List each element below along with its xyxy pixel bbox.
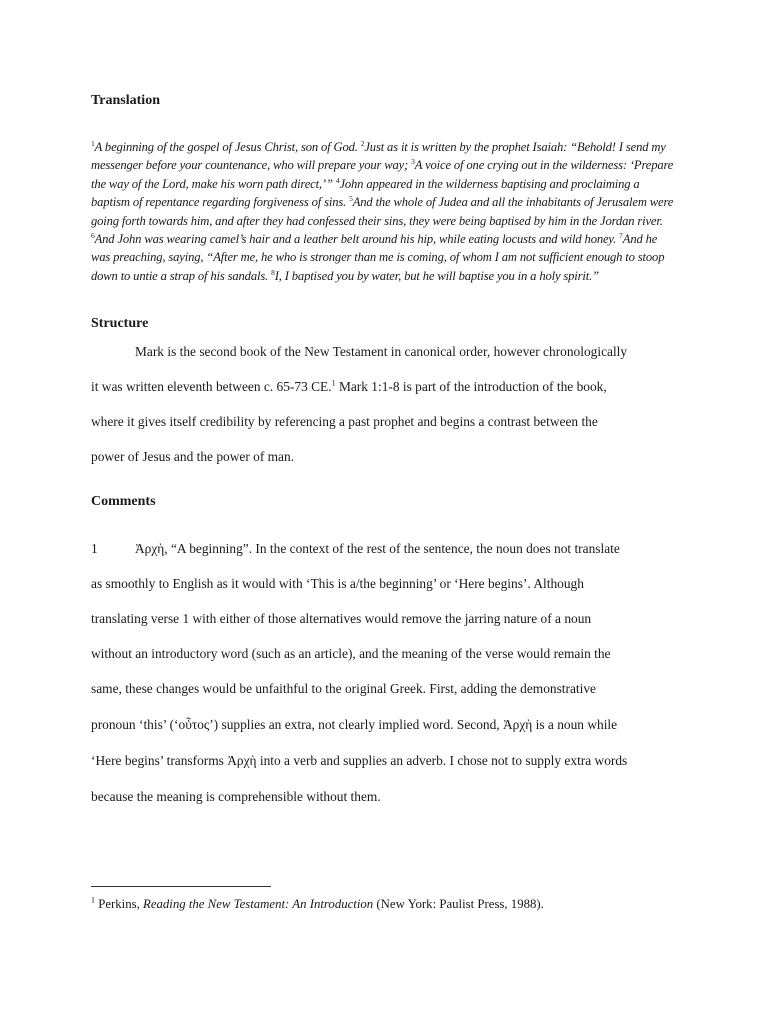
structure-heading: Structure	[91, 316, 149, 331]
translation-paragraph	[91, 138, 679, 285]
structure-line: where it gives itself credibility by referencing a past prophet and begins a contrast between the	[91, 414, 598, 429]
comment-line: ‘Here begins’ transforms Ἀρχὴ into a verb and supplies an adverb. I chose not to supply extra words	[91, 753, 628, 768]
verse-number: 5	[349, 194, 353, 204]
comments-heading: Comments	[91, 494, 156, 509]
verse-text: I, I baptised you by water, but he will baptise you in a holy spirit.”	[274, 268, 599, 283]
verse-number: 7	[619, 230, 623, 240]
verse-number: 3	[411, 157, 415, 167]
verse-number: 1	[91, 138, 95, 148]
footnote-number: 1	[91, 895, 95, 905]
comment-line: as smoothly to English as it would with ‘This is a/the beginning’ or ‘Here begins’. Although	[91, 576, 584, 591]
footnote-publication: (New York: Paulist Press, 1988).	[373, 897, 544, 911]
verse-text: A voice of one crying out in the wilderness: ‘Prepare the way of the Lord, make his worn path direct,’”	[91, 158, 674, 191]
footnote-ref: 1	[331, 378, 336, 388]
structure-line: power of Jesus and the power of man.	[91, 449, 295, 464]
structure-text: Mark 1:1-8 is part of the introduction of the book,	[335, 379, 607, 394]
verse-text: John appeared in the wilderness baptising and proclaiming a baptism of repentance regarding forgiveness of sins.	[91, 176, 640, 210]
verse-number: 2	[360, 138, 365, 148]
footnote-divider	[91, 886, 271, 887]
comment-line: because the meaning is comprehensible without them.	[91, 789, 381, 804]
footnote	[91, 897, 544, 912]
structure-line: Mark is the second book of the New Testament in canonical order, however chronologically	[135, 344, 628, 359]
verse-number: 8	[271, 267, 275, 277]
footnote-title: Reading the New Testament: An Introduction	[143, 897, 374, 911]
verse-text: And John was wearing camel’s hair and a leather belt around his hip, while eating locusts and wild honey.	[94, 232, 620, 247]
verse-number: 4	[335, 175, 340, 185]
verse-text: And the whole of Judea and all the inhabitants of Jerusalem were going forth towards him, and after they had confessed their sins, they were being baptised by him in the Jordan river.	[91, 195, 674, 228]
structure-line	[91, 379, 607, 395]
verse-number: 6	[91, 230, 95, 240]
comment-line: same, these changes would be unfaithful to the original Greek. First, adding the demonstrative	[91, 681, 596, 696]
structure-text: it was written eleventh between c. 65-73 CE.	[91, 379, 332, 394]
comment-line: without an introductory word (such as an article), and the meaning of the verse would remain the	[91, 646, 611, 661]
comment-line: translating verse 1 with either of those alternatives would remove the jarring nature of a noun	[91, 611, 592, 626]
verse-text: And he was preaching, saying, “After me, he who is stronger than me is coming, of whom I am not sufficient enough to stoop down to untie a strap of his sandals.	[91, 232, 665, 283]
verse-text: A beginning of the gospel of Jesus Christ, son of God.	[94, 140, 361, 154]
footnote-author: Perkins,	[95, 897, 143, 911]
comment-verse-number: 1	[91, 541, 98, 556]
verse-text: Just as it is written by the prophet Isaiah: “Behold! I send my messenger before your countenance, who will prepare your way;	[91, 140, 666, 173]
comment-line: pronoun ‘this’ (‘οὗτος’) supplies an extra, not clearly implied word. Second, Ἀρχὴ is a noun while	[91, 717, 618, 732]
translation-heading: Translation	[91, 93, 160, 108]
comment-line: Ἀρχὴ, “A beginning”. In the context of the rest of the sentence, the noun does not translate	[135, 541, 620, 556]
